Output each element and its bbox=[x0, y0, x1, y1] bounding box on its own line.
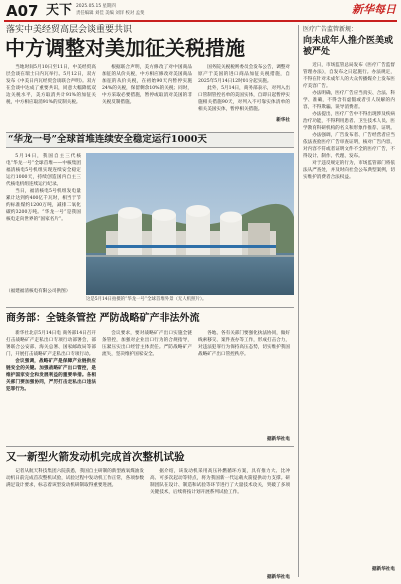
photo-caption: 这是5月14日拍摄的“华龙一号”全球首堆外景（无人机照片）。 bbox=[86, 297, 207, 302]
lead-column-2 bbox=[102, 64, 192, 124]
masthead-logo: 新华每日 bbox=[352, 3, 396, 16]
lead-column-3 bbox=[198, 64, 290, 116]
feature-photo bbox=[86, 153, 294, 295]
column-paragraph: 办法明确，医疗广告应当真实、合法、科学、准确，不得含有虚假或者引人误解的内容，不得欺骗、误导消费者。 bbox=[303, 91, 395, 110]
lead-paragraph: 当地时间5月10日至11日，中美经贸高层会谈在瑞士日内瓦举行。5月12日，双方发布《中美日内瓦经贸会谈联合声明》。双方在会谈中达成了重要共识，同意大幅降低双边关税水平，美方取消共计91%的加征关税，中方相应取消91%的反制关税。 bbox=[6, 65, 96, 105]
column-left-col-3 bbox=[198, 330, 290, 434]
column-paragraph: 办法提出，医疗广告中不得出现涉及疾病治疗功能，不得利用患者、卫生技术人员、医学教育科研机构的名义和形象作推荐、证明。 bbox=[303, 112, 395, 131]
column-left-source: 据新华社电 bbox=[267, 437, 290, 442]
nuclear-plant-photo bbox=[86, 153, 294, 295]
column-paragraph: 会议强调，战略矿产是保障产业链供应链安全的关键。加强战略矿产出口管控，是维护国家安全和发展利益的重要举措。各相关部门要加强协同，严厉打击走私出口违法犯罪行为。 bbox=[6, 359, 96, 392]
date-line: 2025.05.15 星期四 bbox=[76, 4, 116, 9]
column-paragraph: 记者从航天科技集团六院获悉，我国自主研制的新型液氧煤油发动机日前完成首次整机试验，试验过程中发动机工作正常，各项参数满足设计要求，标志着该型发动机研制取得重要进展。 bbox=[6, 469, 144, 488]
section-title: 天下 bbox=[46, 3, 73, 18]
lead-paragraph: 此外，5月14日，商务部表示，对列入出口管制管控名单的美国实体，自即日起暂停实施相关措施90天，对列入不可靠实体清单的相关美国实体，暂停相关措施。 bbox=[198, 86, 290, 112]
column-bottom-col-1 bbox=[6, 468, 144, 580]
editor-line: 责任编辑 刘佳 美编 刘洋 校对 孟斐 bbox=[76, 11, 145, 16]
feature-text bbox=[6, 153, 81, 285]
feature-paragraph: 当日，福清核电5号机组发电量累计达到约400亿千瓦时，相当于节约标准煤约1200万吨，减排二氧化碳约3200万吨。“华龙一号”是我国核电走向世界的“国家名片”。 bbox=[6, 189, 81, 222]
column-left-col-2 bbox=[102, 330, 192, 442]
column-left-col-1 bbox=[6, 330, 96, 442]
feature-paragraph: 5月14日，我国自主三代核电“华龙一号”全球首堆——中核集团福清核电5号机组实现连续安全稳定运行1000天，持续创造国内自主三代核电机组连续运行纪录。 bbox=[6, 154, 81, 187]
header-rule bbox=[4, 20, 397, 22]
lead-column-1 bbox=[6, 64, 96, 124]
lead-headline: 中方调整对美加征关税措施 bbox=[5, 36, 245, 60]
feature-source: （福建福清核电有限公司供图） bbox=[6, 289, 71, 294]
column-paragraph: 办法强调，广告发布者、广告经营者应当依法查验医疗广告审查证明，核对广告内容，对内容不符或者证明文件不全的医疗广告，不得设计、制作、代理、发布。 bbox=[303, 133, 395, 159]
lead-kicker: 落实中美经贸高层会谈重要共识 bbox=[6, 25, 133, 35]
column-right-source: 据新华社电 bbox=[372, 567, 395, 572]
column-paragraph: 近日，市场监管总局发布《医疗广告监督管理办法》，自发布之日起施行。办法规定，不得在针对未成年人的大众传播媒介上发布医疗美容广告。 bbox=[303, 63, 395, 89]
column-paragraph: 各地、各有关部门要强化执法协同，做好线索移交、案件查办等工作，形成打击合力，对违法犯罪行为保持高压态势，切实维护我国战略矿产出口管控秩序。 bbox=[198, 331, 290, 357]
column-paragraph: 对于违反规定的行为，市场监管部门将依法从严查处，并及时向社会公布典型案例，切实维护消费者合法权益。 bbox=[303, 161, 395, 180]
column-left-headline: 商务部：全链条管控 严防战略矿产非法外流 bbox=[6, 313, 200, 324]
column-paragraph: 新华社北京5月14日电 商务部14日召开打击战略矿产走私出口专项行动部署会，部署联合公安部、海关总署、国家邮政局等部门，开展打击战略矿产走私出口专项行动。 bbox=[6, 331, 96, 357]
lead-paragraph: 根据联合声明，美方修改了对中国商品加征的从价关税，中方相应修改对美国商品加征的从价关税，在初始90天内暂停实施24%的关税，保留剩余10%的关税；同时，中方采取必要措施，暂停或取消对美国的非关税反制措施。 bbox=[102, 65, 192, 105]
column-bottom-headline: 又一新型火箭发动机完成首次整机试验 bbox=[6, 451, 185, 463]
page-number: A07 bbox=[6, 2, 39, 20]
column-right-text bbox=[303, 62, 395, 560]
column-bottom-col-2 bbox=[150, 468, 290, 572]
feature-headline: “华龙一号”全球首堆连续安全稳定运行1000天 bbox=[8, 134, 207, 145]
column-bottom-source: 据新华社电 bbox=[267, 575, 290, 580]
column-divider bbox=[298, 25, 299, 577]
lead-source: 新华社 bbox=[276, 118, 290, 123]
divider bbox=[6, 307, 294, 308]
column-paragraph: 据介绍，该发动机采用高压补燃循环方案，具有推力大、比冲高、可多次起动等特点，将为我国新一代运载火箭提供动力支撑。研制团队在设计、制造和试验等环节进行了大量技术攻关，突破了多项关键技术，后续将按计划开展系列试验工作。 bbox=[150, 469, 290, 495]
column-paragraph: 会议要求，要对战略矿产出口实施全链条管控，加强对企业出口行为的合规指导，压紧压实出口经营主体责任。严防战略矿产流失，坚决维护国家安全。 bbox=[102, 331, 192, 357]
column-right-headline: 向未成年人推介医美或被严处 bbox=[303, 36, 394, 57]
divider bbox=[6, 446, 294, 447]
lead-paragraph: 国务院关税税则委员会发布公告，调整对原产于美国的进口商品加征关税措施，自2025年5月14日12时01分起实施。 bbox=[198, 65, 290, 84]
column-right-kicker: 医疗广告监管新规： bbox=[303, 26, 358, 33]
